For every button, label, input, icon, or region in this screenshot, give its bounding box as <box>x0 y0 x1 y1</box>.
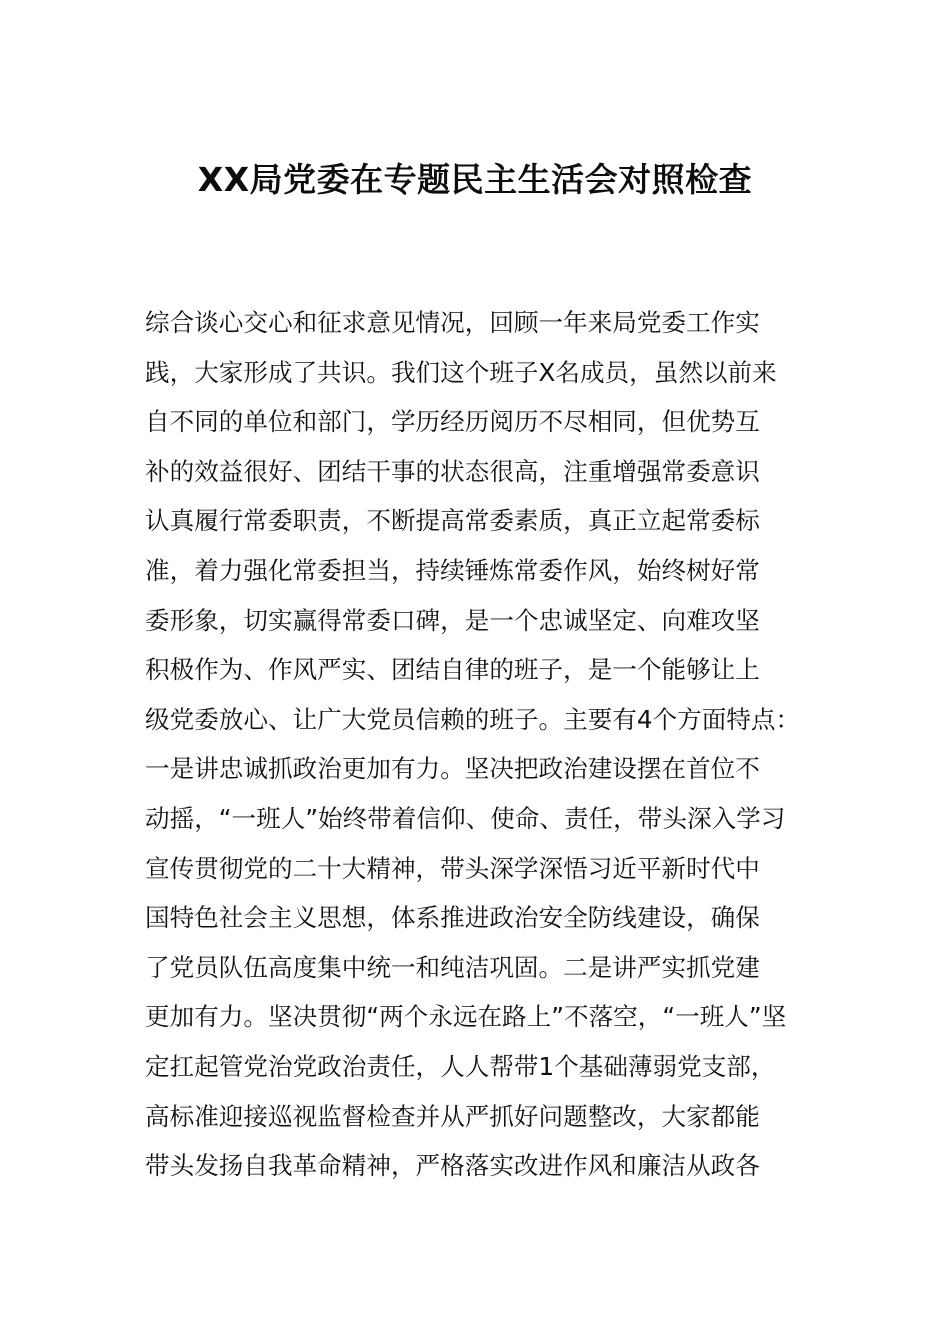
document-body <box>145 298 835 1191</box>
body-line: 带头发扬自我革命精神，严格落实改进作风和廉洁从政各 <box>145 1151 760 1181</box>
body-line: 综合谈心交心和征求意见情况，回顾一年来局党委工作实 <box>145 308 760 337</box>
body-line: 积极作为、作风严实、团结自律的班子，是一个能够让上 <box>145 655 760 685</box>
body-line: 高标准迎接巡视监督检查并从严抓好问题整改，大家都能 <box>145 1101 760 1131</box>
body-line: 一是讲忠诚抓政治更加有力。坚决把政治建设摆在首位不 <box>145 754 760 784</box>
body-line: 了党员队伍高度集中统一和纯洁巩固。二是讲严实抓党建 <box>145 952 760 982</box>
body-line: 国特色社会主义思想，体系推进政治安全防线建设，确保 <box>145 903 760 933</box>
document-title: XX局党委在专题民主生活会对照检查 <box>197 160 753 199</box>
body-line: 自不同的单位和部门，学历经历阅历不尽相同，但优势互 <box>145 407 760 437</box>
body-line: 准，着力强化常委担当，持续锤炼常委作风，始终树好常 <box>145 555 760 585</box>
body-line: 更加有力。坚决贯彻“两个永远在路上”不落空，“一班人”坚 <box>145 1002 787 1032</box>
body-line: 委形象，切实赢得常委口碑，是一个忠诚坚定、向难攻坚 <box>145 605 760 635</box>
body-line: 宣传贯彻党的二十大精神，带头深学深悟习近平新时代中 <box>145 853 760 883</box>
body-line: 认真履行常委职责，不断提高常委素质，真正立起常委标 <box>145 506 760 536</box>
body-line: 动摇，“一班人”始终带着信仰、使命、责任，带头深入学习 <box>145 803 786 833</box>
body-line: 级党委放心、让广大党员信赖的班子。主要有4个方面特点： <box>145 704 801 734</box>
body-line: 定扛起管党治党政治责任，人人帮带1个基础薄弱党支部， <box>145 1051 776 1081</box>
body-line: 践，大家形成了共识。我们这个班子X名成员，虽然以前来 <box>145 357 777 387</box>
body-line: 补的效益很好、团结干事的状态很高，注重增强常委意识 <box>145 456 760 486</box>
